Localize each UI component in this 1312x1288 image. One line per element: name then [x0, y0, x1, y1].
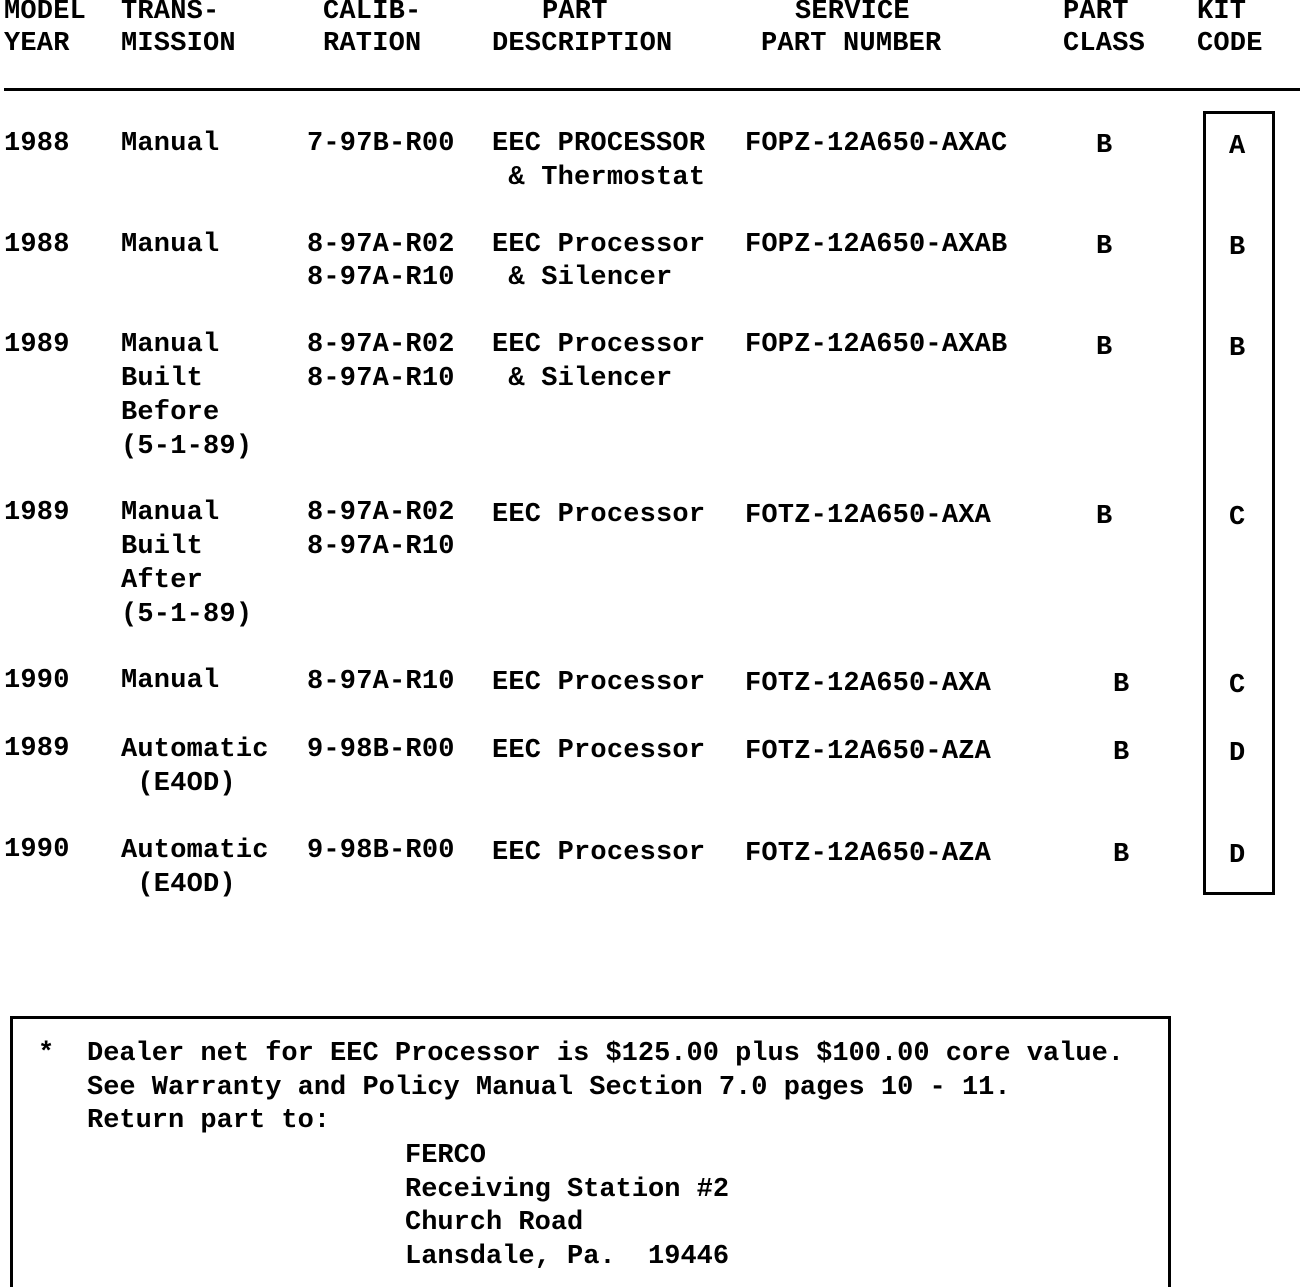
note-asterisk: * [38, 1039, 55, 1069]
row-year: 1988 [4, 230, 70, 260]
row-calibration: 8-97A-R02 [307, 498, 455, 528]
row-transmission: Manual [121, 230, 220, 260]
address-line-1: FERCO [405, 1141, 487, 1171]
row-transmission-3: After [121, 566, 204, 596]
address-line-3: Church Road [405, 1208, 584, 1238]
row-part-number: FOTZ-12A650-AZA [745, 839, 992, 869]
note-line-1: Dealer net for EEC Processor is $125.00 plus $100.00 core value. [87, 1039, 1124, 1069]
header-model-year-1: MODEL [4, 0, 87, 27]
row-description: EEC Processor [492, 736, 706, 766]
row-transmission: Automatic [121, 836, 269, 866]
row-year: 1990 [4, 835, 70, 865]
row-part-class: B [1113, 670, 1130, 700]
row-year: 1988 [4, 129, 70, 159]
header-calibration-2: RATION [323, 29, 422, 59]
header-rule [4, 88, 1300, 91]
header-model-year-2: YEAR [4, 29, 70, 59]
row-description-2: & Silencer [492, 364, 673, 394]
row-part-number: FOTZ-12A650-AZA [745, 737, 992, 767]
row-description-2: & Thermostat [492, 163, 706, 193]
row-transmission: Manual [121, 666, 220, 696]
row-part-number: FOTZ-12A650-AXA [745, 669, 992, 699]
note-line-3: Return part to: [87, 1106, 331, 1136]
row-transmission: Manual [121, 330, 220, 360]
row-year: 1990 [4, 666, 70, 696]
row-transmission-3: Before [121, 398, 220, 428]
row-year: 1989 [4, 330, 70, 360]
row-transmission-2: (E4OD) [121, 769, 236, 799]
header-transmission-1: TRANS- [121, 0, 220, 27]
header-transmission-2: MISSION [121, 29, 236, 59]
header-kit-code-1: KIT [1197, 0, 1247, 27]
row-description: EEC Processor [492, 330, 706, 360]
row-transmission-2: Built [121, 532, 204, 562]
row-part-class: B [1096, 502, 1113, 532]
row-transmission-4: (5-1-89) [121, 600, 253, 630]
row-description: EEC PROCESSOR [492, 129, 706, 159]
row-calibration-2: 8-97A-R10 [307, 532, 455, 562]
row-calibration-2: 8-97A-R10 [307, 263, 455, 293]
row-part-class: B [1113, 738, 1130, 768]
row-transmission-2: (E4OD) [121, 870, 236, 900]
row-part-number: FOTZ-12A650-AXA [745, 501, 992, 531]
header-calibration-1: CALIB- [323, 0, 422, 27]
row-year: 1989 [4, 498, 70, 528]
row-kit-code: D [1229, 841, 1246, 871]
row-description: EEC Processor [492, 668, 706, 698]
row-part-number: FOPZ-12A650-AXAB [745, 230, 1008, 260]
header-service-part-number-2: PART NUMBER [761, 29, 942, 59]
header-kit-code-2: CODE [1197, 29, 1263, 59]
row-year: 1989 [4, 734, 70, 764]
row-kit-code: A [1229, 132, 1246, 162]
note-line-2: See Warranty and Policy Manual Section 7.0 pages 10 - 11. [87, 1073, 1011, 1103]
row-kit-code: D [1229, 739, 1246, 769]
row-transmission-2: Built [121, 364, 204, 394]
row-description: EEC Processor [492, 500, 706, 530]
header-part-description-2: DESCRIPTION [492, 29, 673, 59]
header-service-part-number-1: SERVICE [795, 0, 910, 27]
row-description: EEC Processor [492, 838, 706, 868]
row-transmission: Automatic [121, 735, 269, 765]
address-line-4: Lansdale, Pa. 19446 [405, 1242, 730, 1272]
row-description-2: & Silencer [492, 263, 673, 293]
header-part-class-1: PART [1063, 0, 1129, 27]
row-transmission: Manual [121, 498, 220, 528]
header-part-description-1: PART [542, 0, 608, 27]
row-kit-code: B [1229, 233, 1246, 263]
row-calibration: 7-97B-R00 [307, 129, 455, 159]
row-part-class: B [1096, 333, 1113, 363]
row-description: EEC Processor [492, 230, 706, 260]
address-line-2: Receiving Station #2 [405, 1175, 730, 1205]
row-calibration-2: 8-97A-R10 [307, 364, 455, 394]
row-part-number: FOPZ-12A650-AXAB [745, 330, 1008, 360]
row-kit-code: C [1229, 503, 1246, 533]
row-kit-code: C [1229, 671, 1246, 701]
row-transmission-4: (5-1-89) [121, 432, 253, 462]
row-calibration: 8-97A-R02 [307, 230, 455, 260]
row-part-class: B [1096, 131, 1113, 161]
row-calibration: 8-97A-R02 [307, 330, 455, 360]
row-calibration: 9-98B-R00 [307, 836, 455, 866]
row-part-number: FOPZ-12A650-AXAC [745, 129, 1008, 159]
row-part-class: B [1096, 232, 1113, 262]
header-part-class-2: CLASS [1063, 29, 1146, 59]
row-part-class: B [1113, 840, 1130, 870]
row-transmission: Manual [121, 129, 220, 159]
row-kit-code: B [1229, 334, 1246, 364]
row-calibration: 9-98B-R00 [307, 735, 455, 765]
row-calibration: 8-97A-R10 [307, 667, 455, 697]
